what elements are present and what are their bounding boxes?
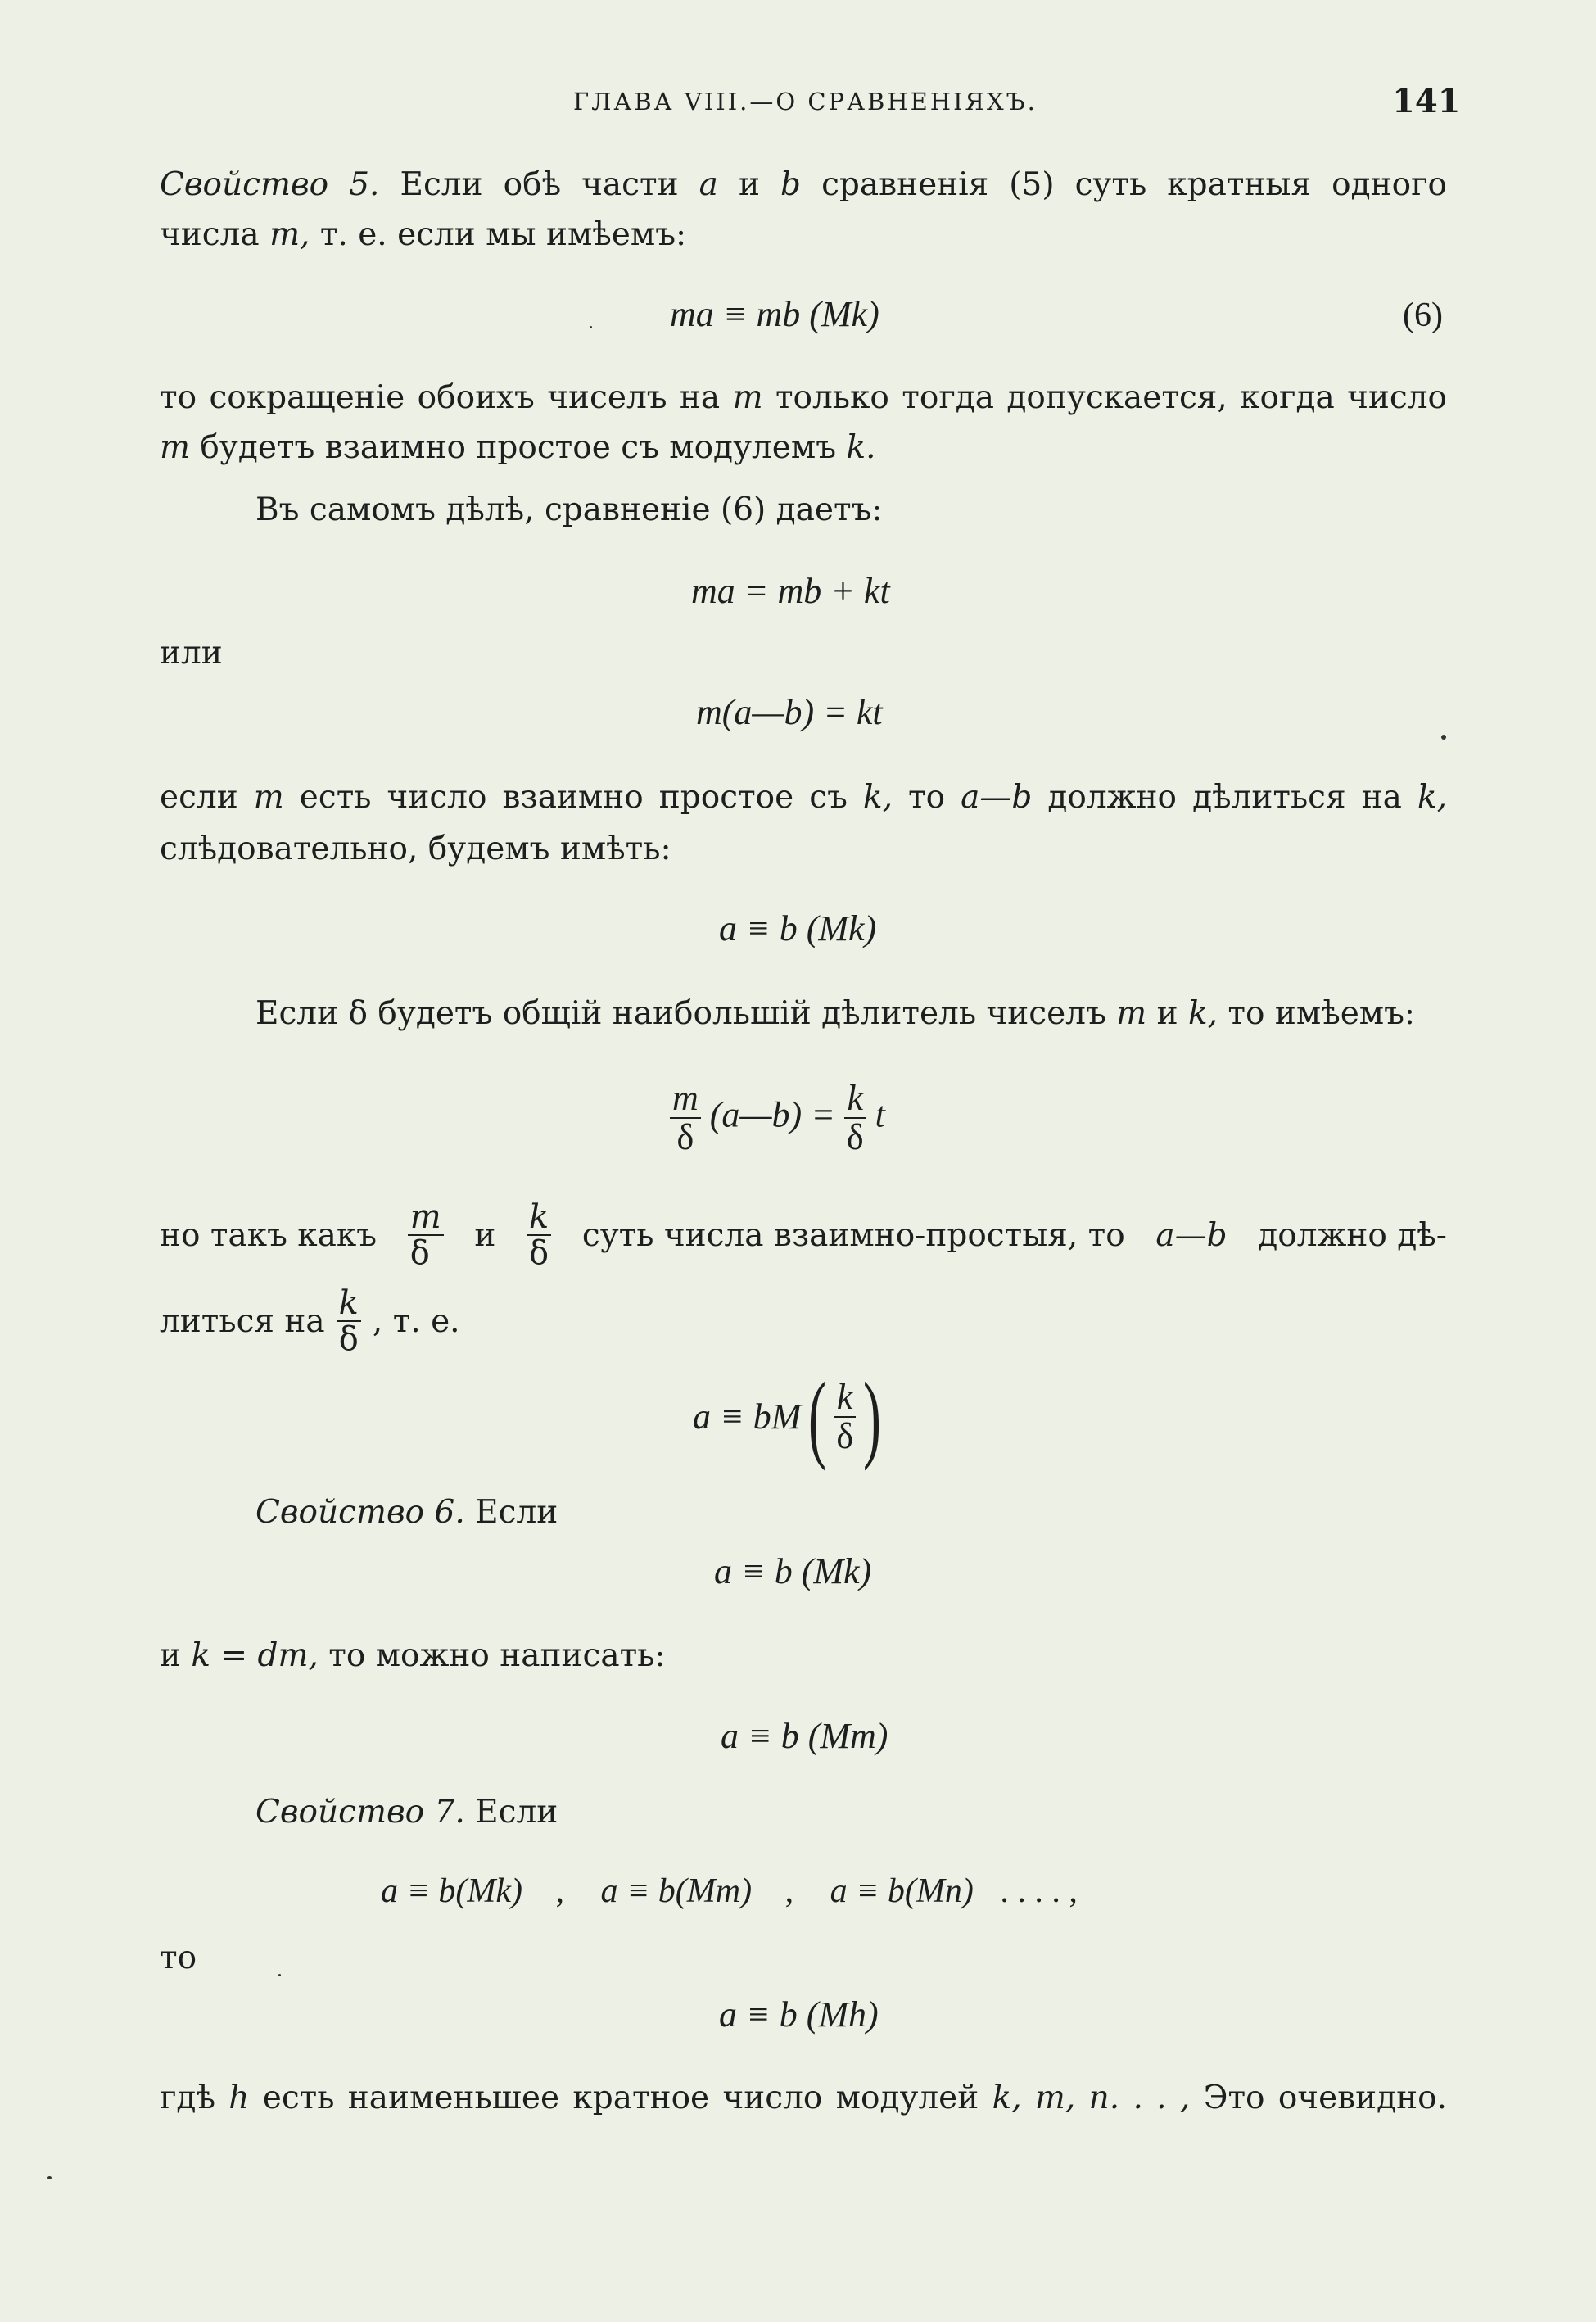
prop7-line bbox=[255, 1794, 558, 1831]
formula-a-b-m-k-delta bbox=[693, 1362, 888, 1471]
var-m: m, bbox=[269, 216, 310, 253]
formula-lhs: a ≡ bM bbox=[693, 1396, 802, 1437]
prop5-line2-text: числа bbox=[160, 216, 260, 253]
comma: , bbox=[784, 1872, 794, 1910]
fraction-k-over-delta bbox=[834, 1378, 856, 1455]
var-b: b bbox=[780, 166, 802, 203]
page-number: 141 bbox=[1392, 82, 1461, 120]
var-m: m bbox=[253, 779, 284, 816]
formula-mk: a ≡ b(Mk) bbox=[381, 1872, 522, 1910]
numerator-m: m bbox=[670, 1080, 701, 1119]
formula-a-b-mk: a ≡ b (Mk) bbox=[719, 908, 877, 948]
denominator-delta: δ bbox=[846, 1117, 864, 1158]
last-text-mid: есть наименьшее кратное число модулей bbox=[262, 2080, 979, 2116]
numerator-k: k bbox=[844, 1080, 866, 1119]
var-k: k, bbox=[1417, 779, 1447, 816]
prop5-text: Если обѣ части bbox=[400, 166, 679, 203]
delta-text-end: то имѣемъ: bbox=[1228, 995, 1416, 1032]
prop6-kdm-line bbox=[160, 1637, 666, 1674]
fraction-k-over-delta bbox=[337, 1286, 361, 1356]
prop5-line2 bbox=[160, 216, 687, 253]
conj-and: и bbox=[160, 1637, 181, 1674]
since-text: но такъ какъ bbox=[160, 1216, 378, 1254]
denominator-delta: δ bbox=[338, 1320, 359, 1358]
prop5-line1 bbox=[160, 166, 1447, 203]
denominator-delta: δ bbox=[409, 1234, 430, 1272]
var-delta: δ bbox=[348, 995, 368, 1032]
indeed-line: Въ самомъ дѣлѣ, сравненіе (6) даетъ: bbox=[255, 491, 883, 528]
ink-speck bbox=[278, 1974, 281, 1976]
reduce-text-rest: только тогда допускается, когда число bbox=[775, 379, 1447, 416]
conj-and: и bbox=[474, 1216, 496, 1254]
reduce-text: то сокращеніе обоихъ чиселъ на bbox=[160, 379, 721, 416]
var-m: m bbox=[1116, 995, 1147, 1032]
reduce-line2-text: будетъ взаимно простое съ модулемъ bbox=[200, 429, 837, 466]
numerator-k: k bbox=[337, 1286, 361, 1322]
last-text-end: Это очевидно. bbox=[1203, 2080, 1447, 2116]
delta-line bbox=[255, 995, 1416, 1032]
formula-mm: a ≡ b(Mm) bbox=[600, 1872, 753, 1910]
numerator-k: k bbox=[527, 1200, 551, 1236]
formula-ma-mb-kt: ma = mb + kt bbox=[691, 571, 890, 611]
if-m-line2: слѣдовательно, будемъ имѣть: bbox=[160, 831, 671, 867]
formula-mh: a ≡ b (Mh) bbox=[719, 1994, 879, 2035]
modulus-list: k, m, n. . . , bbox=[992, 2080, 1191, 2116]
last-line bbox=[160, 2082, 1447, 2114]
conj-and: и bbox=[1156, 995, 1178, 1032]
prop6-label: Свойство 6. bbox=[255, 1494, 465, 1531]
ink-speck bbox=[1441, 735, 1446, 740]
denominator-delta: δ bbox=[836, 1416, 854, 1456]
expr-a-minus-b: a—b bbox=[1155, 1216, 1228, 1254]
conj-and: и bbox=[738, 166, 760, 203]
prop6-line bbox=[255, 1494, 558, 1531]
if-text: если bbox=[160, 779, 238, 816]
numerator-m: m bbox=[408, 1200, 444, 1236]
ink-speck bbox=[590, 326, 592, 328]
if-m-line1 bbox=[160, 779, 1447, 816]
var-k: k, bbox=[862, 779, 893, 816]
delta-text: Если bbox=[255, 995, 339, 1032]
running-header: ГЛАВА VIII.—О СРАВНЕНІЯХЪ. bbox=[573, 88, 1038, 115]
comma: , bbox=[555, 1872, 564, 1910]
left-paren: ( bbox=[808, 1362, 827, 1471]
var-m: m bbox=[732, 379, 763, 416]
var-k: k. bbox=[846, 429, 876, 466]
var-k: k, bbox=[1187, 995, 1218, 1032]
if-text-end: должно дѣлиться на bbox=[1047, 779, 1402, 816]
ink-speck bbox=[47, 2176, 52, 2179]
if-then: то bbox=[908, 779, 946, 816]
prop7-label: Свойство 7. bbox=[255, 1794, 465, 1831]
word-then: то bbox=[160, 1940, 197, 1976]
if-text-mid: есть число взаимно простое съ bbox=[299, 779, 848, 816]
var-m: m bbox=[160, 429, 190, 466]
prop6-text: Если bbox=[475, 1494, 558, 1531]
prop7-formula-list bbox=[381, 1874, 1078, 1908]
since-text-mid: суть числа взаимно-простыя, то bbox=[581, 1216, 1125, 1254]
fraction-m-over-delta bbox=[670, 1080, 701, 1156]
denominator-delta: δ bbox=[528, 1234, 549, 1272]
last-text: гдѣ bbox=[160, 2080, 215, 2116]
denominator-delta: δ bbox=[676, 1117, 694, 1158]
delta-text-mid: будетъ общій наибольшій дѣлитель чиселъ bbox=[378, 995, 1106, 1032]
formula-prop6-1: a ≡ b (Mk) bbox=[714, 1551, 872, 1591]
since-line2-text: литься на bbox=[160, 1302, 325, 1340]
prop7-text: Если bbox=[475, 1794, 558, 1831]
formula-6: ma ≡ mb (Mk) bbox=[670, 294, 879, 334]
var-h: h bbox=[228, 2080, 250, 2116]
fraction-k-over-delta bbox=[844, 1080, 866, 1156]
var-a: a bbox=[699, 166, 718, 203]
prop6-text-end: то можно написать: bbox=[328, 1637, 666, 1674]
since-line2-end: , т. е. bbox=[372, 1302, 460, 1340]
reduce-line2 bbox=[160, 429, 876, 466]
word-or: или bbox=[160, 635, 223, 672]
since-text-end: должно дѣ- bbox=[1258, 1216, 1447, 1254]
formula-m-ab-kt: m(a—b) = kt bbox=[696, 692, 883, 732]
reduce-line1 bbox=[160, 379, 1447, 416]
since-line1 bbox=[160, 1200, 1447, 1270]
equation-number-6: (6) bbox=[1403, 296, 1443, 334]
right-paren: ) bbox=[863, 1362, 882, 1471]
fraction-m-over-delta bbox=[408, 1200, 444, 1270]
expr-k-dm: k = dm, bbox=[191, 1637, 319, 1674]
ellipsis: . . . . , bbox=[1000, 1872, 1078, 1910]
numerator-k: k bbox=[834, 1378, 856, 1418]
prop5-label: Свойство 5. bbox=[160, 166, 380, 203]
expr-a-minus-b-eq: (a—b) = bbox=[709, 1094, 835, 1135]
formula-fraction-eq bbox=[670, 1080, 885, 1156]
formula-mn: a ≡ b(Mn) bbox=[830, 1872, 974, 1910]
formula-prop6-2: a ≡ b (Mm) bbox=[721, 1716, 888, 1756]
var-t: t bbox=[875, 1094, 885, 1135]
fraction-k-over-delta bbox=[527, 1200, 551, 1270]
since-line2 bbox=[160, 1286, 460, 1356]
expr-a-minus-b: a—b bbox=[961, 779, 1033, 816]
prop5-line2-rest: т. е. если мы имѣемъ: bbox=[319, 216, 687, 253]
prop5-text-rest: сравненія (5) суть кратныя одного bbox=[821, 166, 1447, 203]
